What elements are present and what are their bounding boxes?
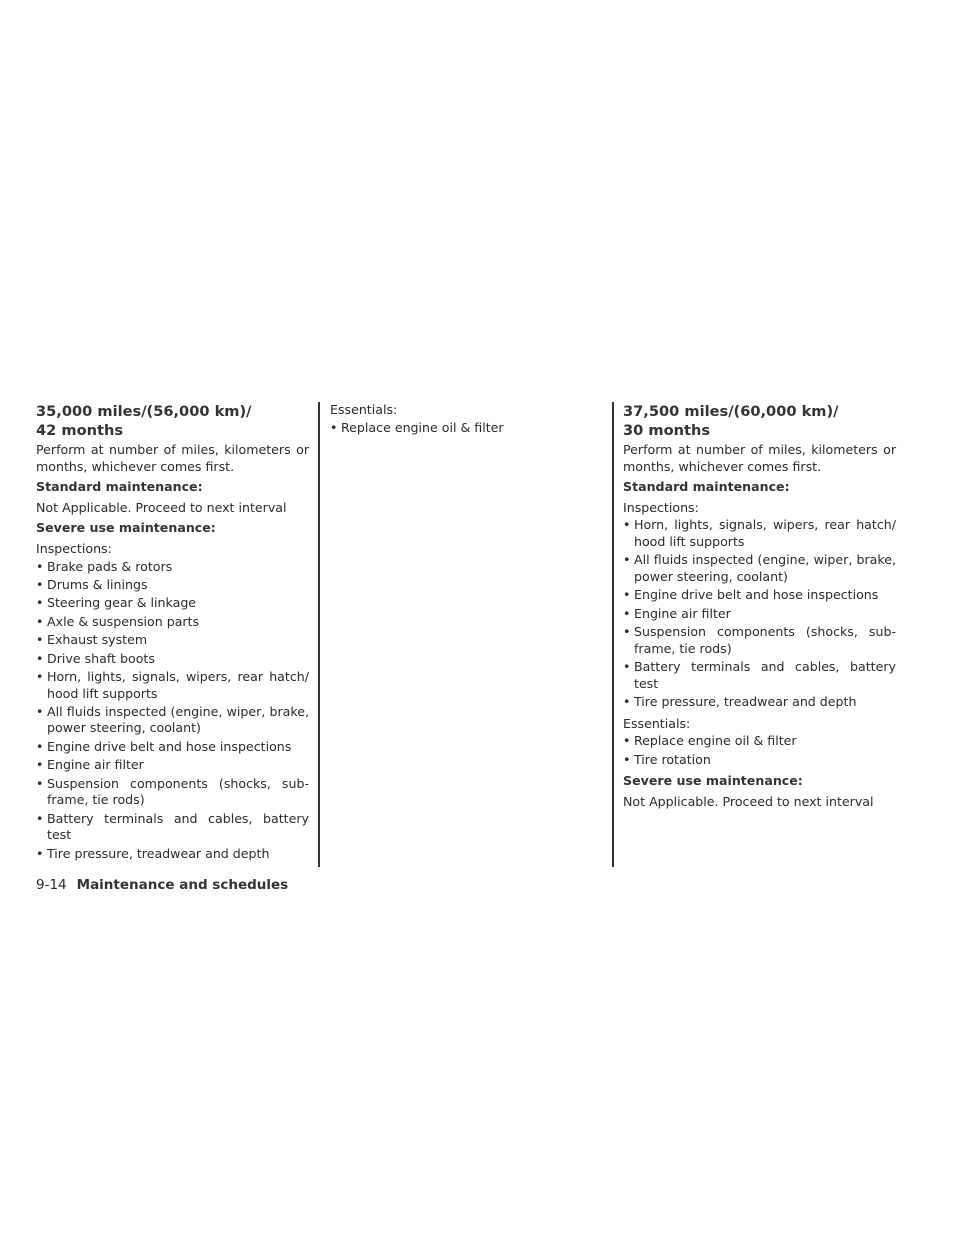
bullet-icon: •: [36, 738, 44, 754]
heading-line-1: 37,500 miles/(60,000 km)/: [623, 403, 839, 420]
bullet-icon: •: [36, 558, 44, 574]
list-item: • Engine drive belt and hose inspections: [623, 587, 879, 603]
bullet-icon: •: [623, 751, 631, 767]
bullet-icon: •: [36, 845, 44, 861]
heading-line-2: 42 months: [36, 422, 124, 439]
bullet-icon: •: [623, 624, 631, 640]
list-item: • Steering gear & linkage: [36, 595, 197, 611]
heading-line-2: 30 months: [623, 422, 711, 439]
bullet-icon: •: [330, 419, 338, 435]
section-heading: [36, 402, 309, 440]
list-item: • Tire pressure, treadwear and depth: [36, 845, 270, 861]
section-title: Maintenance and schedules: [76, 877, 289, 893]
bullet-icon: •: [36, 650, 44, 666]
inspections-list: [36, 559, 309, 863]
standard-maintenance-text: Not Applicable. Proceed to next interval: [36, 499, 287, 515]
severe-maintenance-text: Not Applicable. Proceed to next interval: [623, 793, 874, 809]
intro-text: Perform at number of miles, kilometers or months, whichever comes first.: [36, 442, 309, 474]
bullet-icon: •: [623, 659, 631, 675]
column-divider: [318, 402, 320, 867]
severe-maintenance-label: Severe use maintenance:: [36, 520, 216, 536]
list-item: • Engine air filter: [623, 605, 731, 621]
page-number: 9-14: [36, 877, 67, 893]
standard-maintenance-label: Standard maintenance:: [623, 479, 790, 495]
list-item: • Brake pads & rotors: [36, 558, 173, 574]
list-item: • Drums & linings: [36, 576, 148, 592]
inspections-label: Inspections:: [623, 499, 699, 515]
standard-maintenance-label: Standard maintenance:: [36, 479, 203, 495]
inspections-list: [623, 517, 896, 710]
essentials-label: Essentials:: [330, 402, 398, 417]
list-item: • Horn, lights, signals, wipers, rear hatch/ hood lift supports: [623, 517, 896, 549]
bullet-icon: •: [623, 517, 631, 533]
inspections-label: Inspections:: [36, 540, 112, 556]
list-item: • Suspension components (shocks, sub-frame, tie rods): [623, 624, 896, 656]
bullet-icon: •: [623, 552, 631, 568]
bullet-icon: •: [623, 605, 631, 621]
essentials-label: Essentials:: [623, 715, 691, 731]
bullet-icon: •: [36, 757, 44, 773]
severe-maintenance-label: Severe use maintenance:: [623, 773, 803, 789]
bullet-icon: •: [623, 694, 631, 710]
list-item: • Tire rotation: [623, 751, 711, 767]
bullet-icon: •: [36, 810, 44, 826]
bullet-icon: •: [36, 613, 44, 629]
list-item: • Engine air filter: [36, 757, 144, 773]
bullet-icon: •: [623, 733, 631, 749]
heading-line-1: 35,000 miles/(56,000 km)/: [36, 403, 252, 420]
list-item: • All fluids inspected (engine, wiper, brake, power steering, coolant): [36, 703, 309, 736]
list-item: • Horn, lights, signals, wipers, rear hatch/ hood lift supports: [36, 668, 309, 701]
list-item: • Battery terminals and cables, battery test: [36, 810, 309, 843]
intro-text: Perform at number of miles, kilometers or months, whichever comes first.: [623, 442, 896, 474]
page-footer: [36, 877, 288, 893]
essentials-list: [623, 733, 896, 768]
list-item: • Suspension components (shocks, sub-frame, tie rods): [36, 775, 309, 808]
list-item: • Battery terminals and cables, battery test: [623, 659, 896, 691]
column-37500-miles: [623, 402, 896, 814]
column-divider: [612, 402, 614, 867]
list-item: • Replace engine oil & filter: [623, 733, 797, 749]
essentials-list: [330, 420, 595, 437]
list-item: • Replace engine oil & filter: [330, 419, 504, 435]
bullet-icon: •: [36, 632, 44, 648]
bullet-icon: •: [36, 775, 44, 791]
bullet-icon: •: [36, 703, 44, 719]
list-item: • Axle & suspension parts: [36, 613, 200, 629]
list-item: • Tire pressure, treadwear and depth: [623, 694, 857, 710]
list-item: • All fluids inspected (engine, wiper, brake, power steering, coolant): [623, 552, 896, 584]
column-essentials: [330, 402, 595, 441]
section-heading: [623, 402, 896, 440]
list-item: • Drive shaft boots: [36, 650, 155, 666]
bullet-icon: •: [36, 668, 44, 684]
bullet-icon: •: [623, 587, 631, 603]
bullet-icon: •: [36, 576, 44, 592]
list-item: • Engine drive belt and hose inspections: [36, 738, 292, 754]
column-35000-miles: [36, 402, 309, 867]
bullet-icon: •: [36, 595, 44, 611]
list-item: • Exhaust system: [36, 632, 148, 648]
